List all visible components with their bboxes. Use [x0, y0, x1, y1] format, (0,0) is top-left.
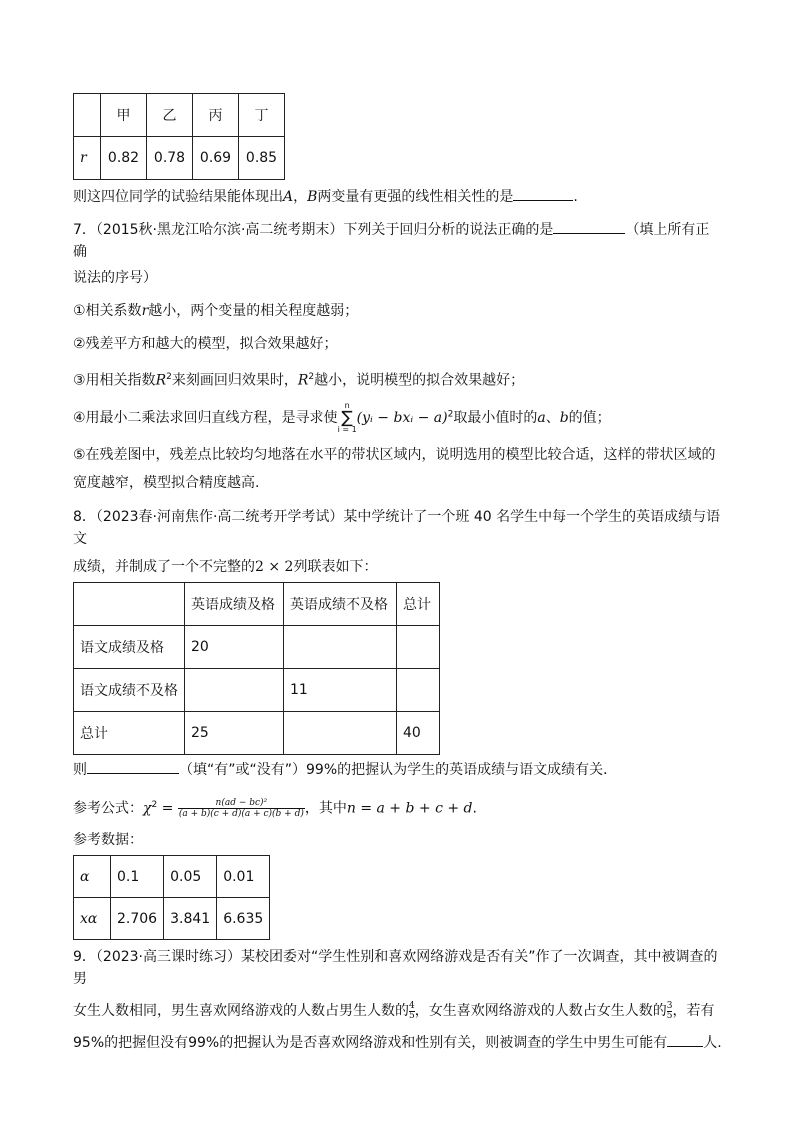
option-text: 来刻画回归效果时， — [171, 372, 298, 389]
var-b: B — [307, 189, 318, 205]
table-row-label: xα — [74, 898, 111, 940]
fraction-denominator: 5 — [666, 1010, 673, 1021]
table-cell — [185, 668, 284, 711]
table-cell: 11 — [284, 668, 397, 711]
answer-blank[interactable] — [553, 219, 625, 234]
var-r: r — [141, 303, 149, 319]
q9-line-2 — [73, 1000, 723, 1022]
q7-option-2: ②残差平方和越大的模型，拟合效果越好； — [73, 336, 338, 352]
table-cell: 2.706 — [111, 898, 164, 940]
sum-upper: n — [344, 400, 350, 410]
table-cell: 6.635 — [217, 898, 270, 940]
option-text: ①相关系数 — [73, 303, 142, 319]
option-text: 的值； — [568, 409, 611, 426]
exponent: 2 — [447, 409, 454, 419]
q8-conclusion — [73, 759, 723, 781]
table-header-cell: 英语成绩及格 — [185, 582, 284, 625]
table-cell: 总计 — [74, 711, 185, 754]
table-row-label: α — [74, 856, 111, 898]
q9-text: ，若有 — [672, 1003, 715, 1020]
table-cell: 0.82 — [101, 137, 147, 180]
separator: 、 — [545, 409, 560, 426]
table-header-cell: 丙 — [193, 94, 239, 137]
option-text: 取最小值时的 — [453, 409, 538, 426]
exponent: 2 — [308, 372, 315, 382]
table-cell — [397, 625, 440, 668]
q8-stem-text: 列联表如下： — [293, 558, 378, 575]
sigma-icon: ∑ — [341, 407, 353, 428]
table-dimension: 2 × 2 — [255, 558, 294, 575]
fraction-numerator: n(ad − bc)² — [178, 798, 305, 809]
table-header-cell: 乙 — [147, 94, 193, 137]
table-cell — [397, 668, 440, 711]
var-a: a — [537, 409, 546, 426]
table-row — [74, 711, 440, 754]
q7-option-1 — [73, 300, 723, 322]
answer-blank[interactable] — [667, 1032, 703, 1047]
table-header-cell: 甲 — [101, 94, 147, 137]
table-row-label: r — [74, 137, 101, 180]
answer-blank[interactable] — [87, 759, 179, 774]
q8-text: （填“有”或“没有”）99%的把握认为学生的英语成绩与语文成绩有关． — [179, 761, 618, 778]
var-b: b — [559, 409, 569, 426]
period: . — [573, 189, 578, 205]
correlation-table — [73, 93, 285, 180]
table-row — [74, 94, 285, 137]
q7-stem-text: （填上所有正确 — [73, 222, 710, 260]
table-row — [74, 137, 285, 180]
formula-label: 参考公式： — [73, 800, 143, 817]
q8-text: 则 — [73, 761, 87, 778]
exponent: 2 — [151, 799, 158, 810]
period: . — [472, 800, 477, 817]
document-page — [73, 93, 723, 1054]
question-7 — [73, 219, 723, 494]
formula-n: n = a + b + c + d — [346, 800, 473, 817]
reference-data-table — [73, 855, 270, 940]
table-cell: 20 — [185, 625, 284, 668]
table-cell: 40 — [397, 711, 440, 754]
question-9 — [73, 946, 723, 1054]
table-header-cell: 总计 — [397, 582, 440, 625]
table-row — [74, 625, 440, 668]
q9-line-3 — [73, 1032, 723, 1054]
equals-sign: = — [157, 800, 178, 817]
table-cell — [284, 625, 397, 668]
table-cell: 0.1 — [111, 856, 164, 898]
question-8 — [73, 506, 723, 941]
var-R: R — [297, 372, 309, 389]
summation-symbol — [338, 402, 357, 434]
q8-stem-text: 成绩，并制成了一个不完整的 — [73, 558, 255, 575]
q7-option-5-cont: 宽度越窄，模型拟合精度越高. — [73, 474, 260, 491]
q8-stem: 8．（2023春·河南焦作·高二统考开学考试）某中学统计了一个班 40 名学生中每一个学生的英语成绩与语文 — [73, 508, 721, 547]
option-text: ③用相关指数 — [73, 372, 156, 389]
table-cell — [284, 711, 397, 754]
table-cell: 语文成绩及格 — [74, 625, 185, 668]
q7-stem — [73, 219, 723, 263]
var-a: A — [283, 189, 294, 205]
table-cell: 语文成绩不及格 — [74, 668, 185, 711]
table-row — [74, 582, 440, 625]
q7-option-3 — [73, 366, 723, 392]
table-cell: 0.85 — [239, 137, 285, 180]
q7-option-5: ⑤在残差图中，残差点比较均匀地落在水平的带状区域内，说明选用的模型比较合适，这样的带状区域的 — [73, 446, 716, 463]
q6-text: 两变量有更强的线性相关性的是 — [317, 189, 514, 205]
sum-expression: (yᵢ − bxᵢ − a) — [356, 409, 448, 426]
q9-text: 女生人数相同，男生喜欢网络游戏的人数占男生人数的 — [73, 1003, 409, 1020]
contingency-table — [73, 582, 440, 755]
table-row — [74, 898, 270, 940]
option-text: 越小，说明模型的拟合效果越好； — [314, 372, 525, 389]
chi-symbol: χ — [143, 800, 152, 817]
table-header-cell: 英语成绩不及格 — [284, 582, 397, 625]
table-row — [74, 856, 270, 898]
table-row — [74, 668, 440, 711]
formula-text: ，其中 — [304, 800, 347, 817]
fraction-numerator: 3 — [666, 1000, 673, 1011]
fraction-denominator: (a + b)(c + d)(a + c)(b + d) — [178, 808, 304, 819]
table-cell: 0.69 — [193, 137, 239, 180]
table-header-cell: 丁 — [239, 94, 285, 137]
q9-line-1: 9．（2023·高三课时练习）某校团委对“学生性别和喜欢网络游戏是否有关”作了一次调查，其中被调查的男 — [73, 949, 718, 988]
table-cell: 0.01 — [217, 856, 270, 898]
q6-conclusion — [73, 186, 723, 208]
q8-stem-cont — [73, 556, 723, 578]
fraction-denominator: 5 — [409, 1010, 415, 1021]
var-R: R — [155, 372, 167, 389]
answer-blank[interactable] — [513, 186, 573, 201]
exponent: 2 — [166, 372, 172, 382]
formula-fraction — [178, 798, 305, 819]
fraction-numerator: 4 — [409, 1000, 415, 1011]
separator: ， — [293, 189, 308, 205]
q9-text: 95%的把握但没有99%的把握认为是否喜欢网络游戏和性别有关，则被调查的学生中男生可能有 — [73, 1035, 668, 1052]
table-cell: 3.841 — [164, 898, 217, 940]
table-header-cell — [74, 582, 185, 625]
q9-text: 人. — [703, 1035, 722, 1052]
q6-text: 则这四位同学的试验结果能体现出 — [73, 189, 283, 205]
q7-stem-cont: 说法的序号） — [73, 270, 157, 286]
q7-option-4 — [73, 402, 723, 434]
table-cell: 0.78 — [147, 137, 193, 180]
sum-lower: i = 1 — [337, 424, 357, 434]
q8-formula — [73, 792, 723, 822]
table-cell — [74, 94, 101, 137]
option-text: 越小，两个变量的相关程度越弱； — [148, 303, 359, 319]
q8-ref-label: 参考数据： — [73, 832, 143, 849]
option-text: ④用最小二乘法求回归直线方程，是寻求使 — [73, 409, 338, 426]
q9-text: ，女生喜欢网络游戏的人数占女生人数的 — [414, 1003, 667, 1020]
table-cell: 25 — [185, 711, 284, 754]
table-cell: 0.05 — [164, 856, 217, 898]
q7-stem-text: 7．（2015秋·黑龙江哈尔滨·高二统考期末）下列关于回归分析的说法正确的是 — [73, 222, 554, 238]
